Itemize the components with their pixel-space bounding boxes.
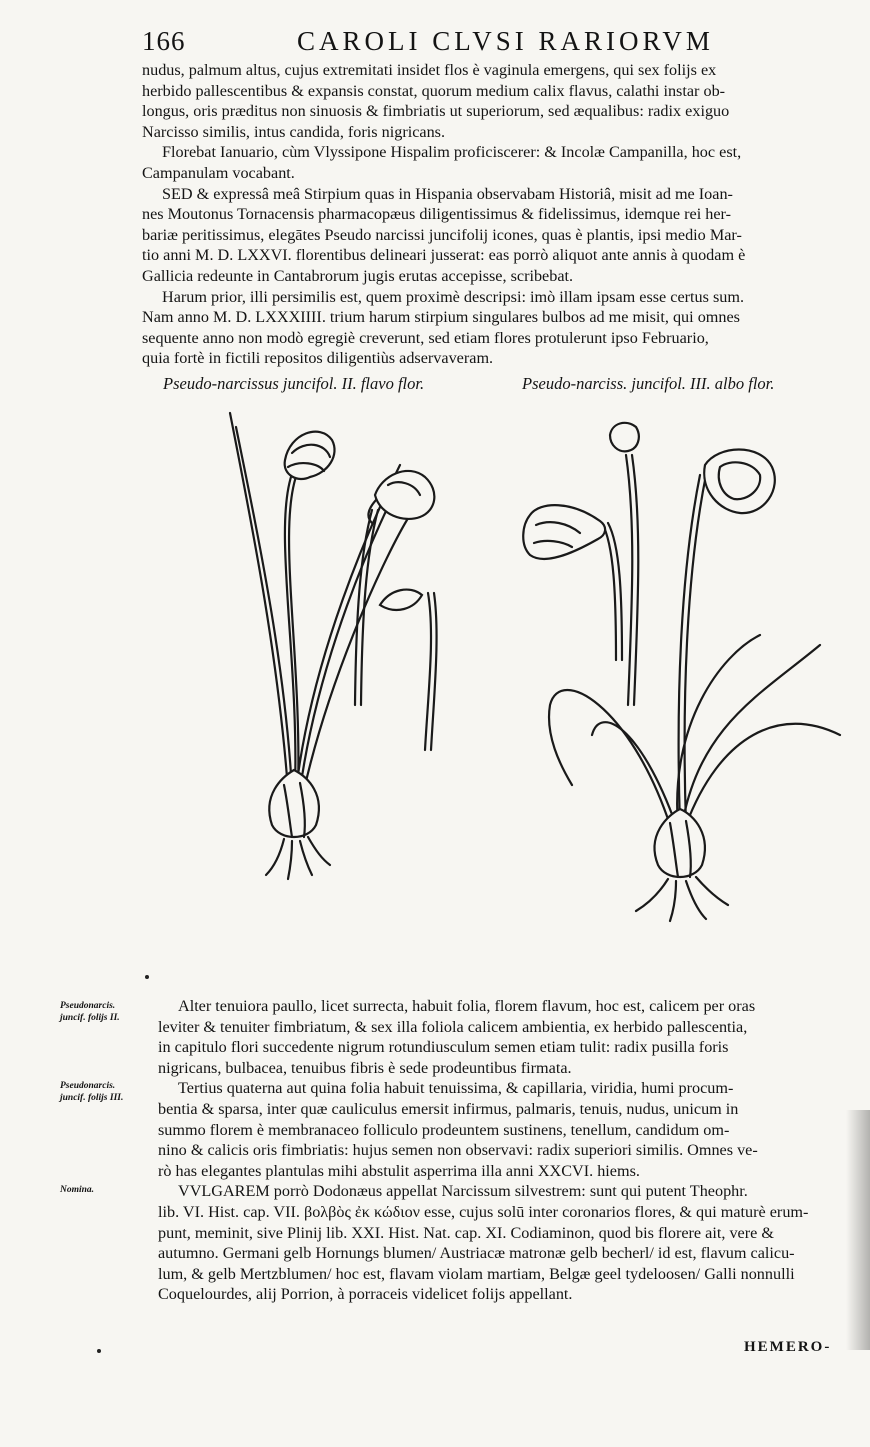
text-line: sequente anno non modò egregiè creverunt, sed etiam flores protulerunt ipso Februario, [142, 328, 709, 347]
figure-caption-right: Pseudo-narciss. juncifol. III. albo flor. [522, 374, 775, 393]
figure-caption-left: Pseudo-narcissus juncifol. II. flavo flor. [163, 374, 425, 393]
paragraph-4 [142, 287, 846, 369]
text-line: nes Moutonus Tornacensis pharmacopæus diligentissimus & fidelissimus, idemque rei her- [142, 205, 732, 224]
text-line: autumno. Germani gelb Hornungs blumen/ Austriacæ matronæ gelb becherl/ id est, flavum calicu- [158, 1244, 795, 1263]
text-line: bentia & sparsa, inter quæ cauliculus emersit infirmus, palmaris, tenuis, nudus, unicum in [158, 1099, 739, 1118]
text-line: Florebat Ianuario, cùm Vlyssipone Hispalim proficiscerer: & Incolæ Campanilla, hoc est, [162, 143, 742, 162]
margin-note-names: Nomina. [60, 1185, 95, 1195]
lower-text-block [158, 996, 848, 1305]
catchword: HEMERO- [744, 1339, 832, 1355]
running-head: CAROLI CLVSI RARIORVM [297, 26, 714, 56]
paragraph-5 [158, 996, 848, 1078]
paragraph-2 [142, 142, 846, 183]
text-line: Narcisso similis, intus candida, foris nigricans. [142, 122, 446, 141]
paragraph-1 [142, 60, 846, 142]
white-pseudo-narcissus-figure [523, 423, 840, 921]
margin-note-2: Pseudonarcis. juncif. folijs III. [60, 1081, 124, 1103]
text-line: quia fortè in fictili repositos diligentiùs adservaveram. [142, 349, 494, 368]
text-line: nudus, palmum altus, cujus extremitati insidet flos è vaginula emergens, qui sex folijs ex [142, 61, 717, 79]
text-line: in capitulo flori succedente nigrum rotundiusculum semen etiam tulit: radix pusilla foris [158, 1038, 729, 1057]
text-line: tio anni M. D. LXXVI. florentibus delineari jusserat: eas porrò aliquot ante annis à quodam è [142, 246, 746, 265]
text-line: Campanulam vocabant. [142, 163, 295, 182]
upper-text-block [142, 60, 846, 369]
text-line: bariæ peritissimus, elegātes Pseudo narcissi juncifolij icones, quas è plantis, ipsi medio Mar- [142, 225, 742, 244]
page-number: 166 [142, 26, 186, 56]
text-line: summo florem è membranaceo folliculo prodeuntem sustinens, tenellum, candidum om- [158, 1120, 730, 1139]
ink-mark [97, 1349, 101, 1353]
text-line: VVLGAREM porrò Dodonæus appellat Narcissum silvestrem: sunt qui putent Theophr. [178, 1182, 748, 1201]
text-line: punt, meminit, sive Plinij lib. XXI. Hist. Nat. cap. XI. Codiaminon, quod bis florere ait, vere & [158, 1223, 774, 1242]
page-header [142, 26, 742, 60]
text-line: Nam anno M. D. LXXXIIII. trium harum stirpium singulares bulbos ad me misit, qui omnes [142, 308, 740, 327]
botanical-illustration [200, 405, 860, 935]
paragraph-7 [158, 1181, 848, 1305]
text-line: rò has elegantes plantulas mihi abstulit asperrima illa anni XXCVI. hiems. [158, 1161, 640, 1180]
text-line: nigricans, bulbacea, tenuibus fibris è sede prodeuntibus firmata. [158, 1058, 572, 1077]
text-line: lib. VI. Hist. cap. VII. βολβὸς ἐκ κώδιον esse, cujus solū inter coronarios flores, & qui maturè erum- [158, 1202, 809, 1221]
paragraph-6 [158, 1078, 848, 1181]
text-line: Tertius quaterna aut quina folia habuit tenuissima, & capillaria, viridia, humi procum- [178, 1079, 734, 1098]
text-line: herbido pallescentibus & expansis constat, quorum medium calix flavus, calathi instar ob- [142, 81, 726, 100]
text-line: lum, & gelb Mertzblumen/ hoc est, flavam violam martiam, Belgæ geel tydeloosen/ Galli nonnulli [158, 1264, 795, 1283]
text-line: Alter tenuiora paullo, licet surrecta, habuit folia, florem flavum, hoc est, calicem per oras [178, 997, 756, 1015]
text-line: nino & calicis oris fimbriatis: hujus semen non observavi: radix superiori similis. Omnes ve- [158, 1141, 758, 1160]
paragraph-3 [142, 184, 846, 287]
text-line: Coquelourdes, alij Porrion, à porraceis videlicet folijs appellant. [158, 1285, 573, 1304]
page-edge-shadow [846, 1110, 870, 1350]
text-line: longus, oris præditus non sinuosis & fimbriatis ut superiorum, sed æqualibus: radix exiguo [142, 102, 730, 121]
margin-note-1: Pseudonarcis. juncif. folijs II. [60, 1001, 120, 1023]
text-line: leviter & tenuiter fimbriatum, & sex illa foliola calicem ambientia, ex herbido pallescentia, [158, 1017, 748, 1036]
text-line: Harum prior, illi persimilis est, quem proximè descripsi: imò illam ipsam esse certus sum. [162, 287, 745, 306]
text-line: Gallicia redeunte in Cantabrorum jugis erutas accepisse, scribebat. [142, 266, 574, 285]
ink-mark [145, 975, 149, 979]
yellow-pseudo-narcissus-figure [230, 413, 437, 879]
text-line: SED & expressâ meâ Stirpium quas in Hispania observabam Historiâ, misit ad me Ioan- [162, 184, 733, 203]
